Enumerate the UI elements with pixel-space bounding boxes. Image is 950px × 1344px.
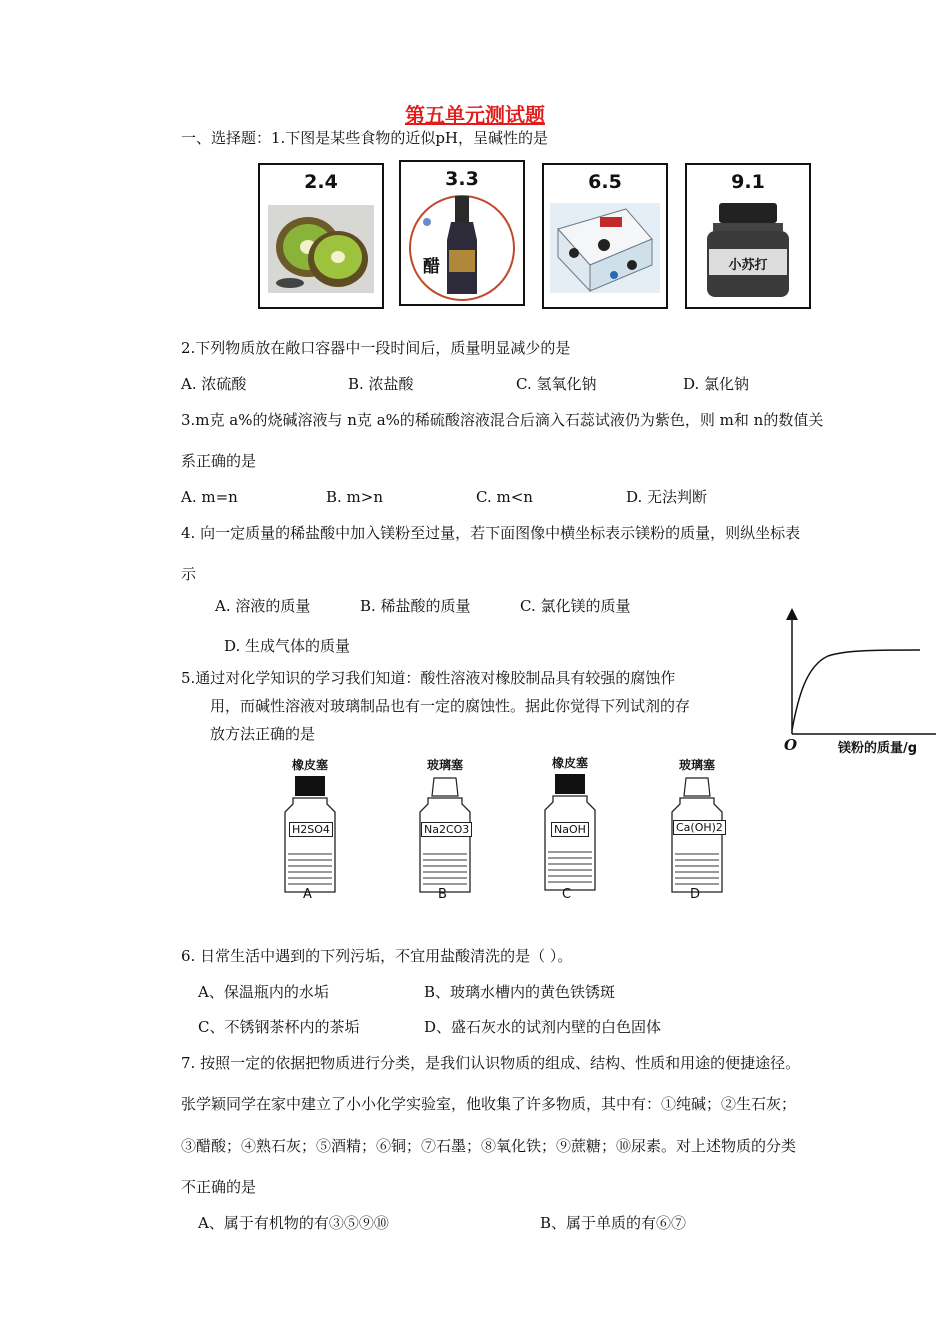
q1-text: 一、选择题：1.下图是某些食物的近似pH，呈碱性的是 (181, 129, 548, 147)
bottle-label-na2co3: Na2CO3 (421, 822, 472, 837)
bottle-c (539, 754, 601, 904)
q4-line2: 示 (181, 565, 197, 583)
bottle-letter: D (690, 887, 701, 902)
q7-option-b: B、属于单质的有⑥⑦ (540, 1214, 687, 1232)
q3-line2: 系正确的是 (181, 452, 257, 470)
q3-option-b: B. m>n (326, 488, 384, 506)
bottle-cap-label: 玻璃塞 (678, 758, 715, 772)
graph-x-label: 镁粉的质量/g (838, 741, 918, 756)
q3-line1: 3.m克 a%的烧碱溶液与 n克 a%的稀硫酸溶液混合后滴入石蕊试液仍为紫色，则 m和 n的数值关 (181, 411, 824, 429)
q6-text: 6. 日常生活中遇到的下列污垢，不宜用盐酸清洗的是（ ）。 (181, 947, 573, 965)
q7-line1: 7. 按照一定的依据把物质进行分类，是我们认识物质的组成、结构、性质和用途的便捷途径。 (181, 1054, 801, 1072)
food-kiwi (258, 163, 384, 309)
food-ph: 6.5 (588, 171, 622, 193)
bottle-letter: B (438, 887, 447, 902)
bottle-letter: A (303, 887, 312, 902)
q3-option-a: A. m=n (181, 488, 238, 506)
q5-line3: 放方法正确的是 (210, 725, 316, 743)
bottle-label-caoh2: Ca(OH)2 (673, 820, 726, 835)
q4-option-c: C. 氯化镁的质量 (520, 597, 631, 615)
graph-curve (792, 650, 920, 730)
q4-graph (776, 608, 946, 758)
q5-line2: 用，而碱性溶液对玻璃制品也有一定的腐蚀性。据此你觉得下列试剂的存 (210, 697, 691, 715)
q4-option-b: B. 稀盐酸的质量 (360, 597, 471, 615)
vinegar-label: 醋 (423, 257, 440, 277)
bottle-cap-label: 玻璃塞 (426, 758, 463, 772)
graph-origin-label: O (784, 736, 798, 754)
vinegar-bottle-image (401, 162, 523, 304)
q4-option-a: A. 溶液的质量 (215, 597, 311, 615)
bottle-label-h2so4: H2SO4 (289, 822, 333, 837)
q6-option-a: A、保温瓶内的水垢 (198, 983, 329, 1001)
food-milk (542, 163, 668, 309)
q6-option-d: D、盛石灰水的试剂内壁的白色固体 (424, 1018, 662, 1036)
baking-soda-jar-image (687, 165, 809, 307)
food-vinegar (399, 160, 525, 306)
q2-option-c: C. 氢氧化钠 (516, 375, 597, 393)
kiwi-image (260, 165, 382, 307)
q3-option-d: D. 无法判断 (626, 488, 708, 506)
q5-line1: 5.通过对化学知识的学习我们知道：酸性溶液对橡胶制品具有较强的腐蚀作 (181, 669, 676, 687)
q6-option-b: B、玻璃水槽内的黄色铁锈斑 (424, 983, 616, 1001)
food-ph: 9.1 (731, 171, 765, 193)
q2-text: 2.下列物质放在敞口容器中一段时间后，质量明显减少的是 (181, 339, 571, 357)
q3-option-c: C. m<n (476, 488, 533, 506)
bottle-d (666, 756, 728, 906)
q4-option-d: D. 生成气体的质量 (224, 637, 351, 655)
bottle-b-image (414, 774, 476, 900)
bottle-letter: C (562, 887, 572, 902)
q2-option-b: B. 浓盐酸 (348, 375, 414, 393)
baking-soda-label: 小苏打 (728, 258, 768, 273)
q6-option-c: C、不锈钢茶杯内的茶垢 (198, 1018, 360, 1036)
food-ph: 2.4 (304, 171, 338, 193)
q2-option-d: D. 氯化钠 (683, 375, 750, 393)
food-ph: 3.3 (445, 168, 479, 190)
page-title: 第五单元测试题 (405, 103, 545, 127)
q7-option-a: A、属于有机物的有③⑤⑨⑩ (198, 1214, 389, 1232)
q4-line1: 4. 向一定质量的稀盐酸中加入镁粉至过量，若下面图像中横坐标表示镁粉的质量，则纵坐标表 (181, 524, 801, 542)
q7-line2: 张学颖同学在家中建立了小小化学实验室，他收集了许多物质，其中有：①纯碱；②生石灰； (181, 1095, 797, 1113)
q7-line4: 不正确的是 (181, 1178, 257, 1196)
bottle-label-naoh: NaOH (551, 822, 589, 837)
bottle-a-image (279, 774, 341, 900)
bottle-b (414, 756, 476, 906)
q2-option-a: A. 浓硫酸 (181, 375, 247, 393)
bottle-d-image (666, 774, 728, 900)
bottle-cap-label: 橡皮塞 (291, 758, 328, 772)
bottle-cap-label: 橡皮塞 (551, 756, 588, 770)
food-baking-soda (685, 163, 811, 309)
milk-carton-image (544, 165, 666, 307)
q7-line3: ③醋酸；④熟石灰；⑤酒精；⑥铜；⑦石墨；⑧氧化铁；⑨蔗糖；⑩尿素。对上述物质的分类 (181, 1137, 797, 1155)
bottle-a (279, 756, 341, 906)
